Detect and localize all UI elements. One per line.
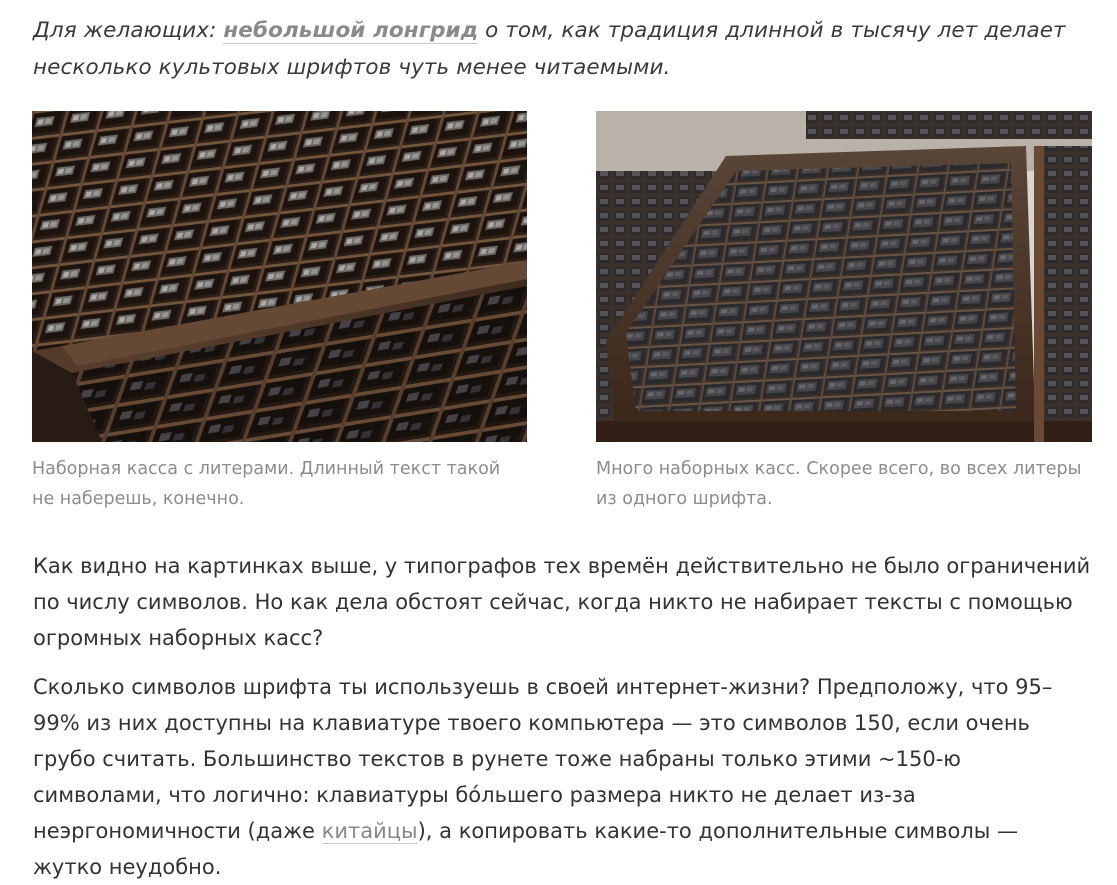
- figure-caption: Много наборных касс. Скорее всего, во всех литеры из одного шрифта.: [596, 459, 1082, 509]
- intro-suffix: о том, как традиция длинной в тысячу лет делает несколько культовых шрифтов чуть менее читаемыми.: [33, 18, 1066, 80]
- longread-link[interactable]: небольшой лонгрид: [223, 18, 479, 43]
- paragraph-symbols: [33, 669, 1093, 885]
- paragraph-text-before-link: Сколько символов шрифта ты используешь в своей интернет-жизни? Предположу, что 95–99% из них доступны на клавиатуре твоего компьютера — это символов 150, если очень грубо считать. Большинство текстов в рунете тоже набраны только этими ~150-ю символами, что логично: клавиатуры бóльшего размера никто не делает из-за неэргономичности (даже: [33, 675, 1053, 843]
- intro-prefix: Для желающих:: [33, 18, 224, 43]
- figure-caption: Наборная касса с литерами. Длинный текст такой не наберешь, конечно.: [32, 459, 501, 509]
- chinese-link[interactable]: китайцы: [321, 819, 418, 843]
- type-case-photo: [32, 111, 527, 442]
- figure-many-cases: [596, 111, 1092, 514]
- paragraph-typographers: Как видно на картинках выше, у типографов тех времён действительно не было ограничений по числу символов. Но как дела обстоят сейчас, когда никто не набирает тексты с помощью огромных наборных касс?: [33, 554, 1091, 650]
- figure-type-case: [32, 111, 527, 514]
- paragraph-text-after-link: ), а копировать какие-то дополнительные символы — жутко неудобно.: [33, 819, 1018, 879]
- many-type-cases-photo: [596, 111, 1092, 442]
- intro-paragraph: [33, 12, 1093, 86]
